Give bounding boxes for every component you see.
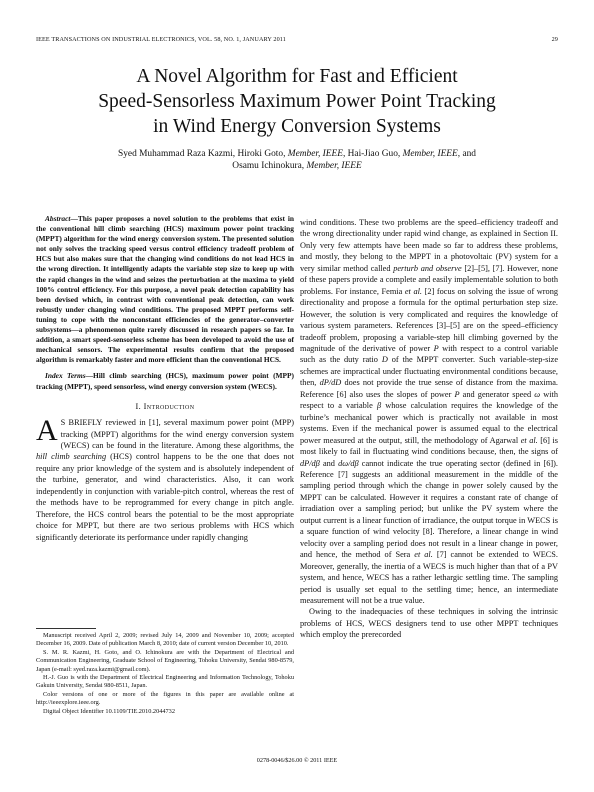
index-terms-text: —Hill climb searching (HCS), maximum power point (MPP) tracking (MPPT), speed sensorless, wind energy conversion system (WECS).	[36, 371, 294, 391]
rp-text-k: does not provide the true sense of distance from the maxima. Reference [6] also uses the slopes of power	[300, 378, 559, 399]
index-terms-label: Index Terms	[45, 371, 86, 381]
author-conjunction: , and	[457, 149, 476, 159]
abstract-text: —This paper proposes a novel solution to the problems that exist in the conventional hill climb searching (HCS) maximum power point tracking (MPPT) algorithm for the wind energy conversion system. The presented solution not only solves the tracking speed versus control efficiency tradeoff problem of HCS but also makes sure that the changing wind conditions do not lead HCS in the wrong direction. It intelligently adapts the variable step size to keep up with the rapid changes in the wind and seizes the perturbation at the maxima to yield 100% control efficiency. For this purpose, a novel peak detection capability has been devised which, in contrast with conventional peak detection, can work robustly under changing wind conditions. The proposed MPPT performs self-tuning to cope with the nonconstant efficiencies of the generator–converter subsystems—a phenomenon quite rarely discussed in research papers so far. In addition, a smart speed-sensorless scheme has been developed to avoid the use of mechanical sensors. The experimental results confirm that the proposed algorithm is remarkably faster and more efficient than the conventional HCS.	[36, 214, 294, 365]
title-line-2: Speed-Sensorless Maximum Power Point Tracking	[98, 91, 496, 112]
rp-text-u: and	[319, 458, 339, 468]
rp-math-j: dP/dD	[319, 378, 342, 388]
title-line-1: A Novel Algorithm for Fast and Efficient	[136, 66, 458, 87]
rp-text-c: [2]–[5], [7]. However, none of these papers provide a complete and easily implementable solution to both problems. For instance, Femia	[300, 263, 558, 296]
rp-text-g: with respect to a control variable such as the duty ratio	[300, 343, 558, 365]
intro-paragraph	[36, 414, 295, 543]
section-number: I.	[135, 401, 144, 411]
journal-header: IEEE TRANSACTIONS ON INDUSTRIAL ELECTRONICS, VOL. 58, NO. 1, JANUARY 2011	[36, 36, 286, 43]
footnotes	[36, 628, 294, 716]
author-names-1: Syed Muhammad Raza Kazmi, Hiroki Goto,	[118, 149, 288, 159]
rp-text-m: and generator speed	[459, 389, 535, 399]
footnote-affiliation-2: H.-J. Guo is with the Department of Electrical Engineering and Information Technology, Tohoku Gakuin University, Sendai 980-8511, Japan.	[36, 674, 294, 690]
author-line-1	[60, 148, 534, 160]
rp-text-y: [7] cannot be extended to WECS. Moreover, generally, the inertia of a WECS is much higher than that of a PV system, and hence, WECS has a rather lethargic settling time. The sampling period is usually set equal to the settling time; hence, an intermediate measurement will not be a true value.	[300, 550, 558, 605]
rp-emph-b: perturb and observe	[393, 263, 462, 273]
rp-math-f: P	[433, 343, 439, 353]
footnote-affiliation-1: S. M. R. Kazmi, H. Goto, and O. Ichinokura are with the Department of Electrical and Communication Engineering, Graduate School of Engineering, Tohoku University, Sendai 980-8579, Japan (e-mail: syed.raza.kazmi@gmail.com).	[36, 648, 294, 673]
author-list	[60, 148, 534, 172]
index-terms	[36, 371, 294, 391]
rp-emph-x: et al.	[414, 550, 433, 560]
rp-math-t: dP/dβ	[300, 458, 320, 468]
rp-text-s: [6] is most likely to fail in fluctuating wind conditions because, then, the signs of	[300, 435, 558, 457]
author-names-3: Osamu Ichinokura,	[232, 161, 307, 171]
rp-emph-r: et al.	[520, 435, 538, 445]
abstract	[36, 214, 294, 365]
rp-math-p: β	[376, 401, 382, 411]
right-paragraph-2: Owing to the inadequacies of these techniques in solving the intrinsic problems of HCS, WECS designers tend to use other MPPT techniques which employ the prerecorded	[300, 607, 558, 640]
rp-text-e: [2] focus on solving the issue of wrong directionality and propose a formula for the optimal perturbation step size. However, the solution is very complicated and requires the knowledge of various system parameters. References [3]–[5] are on the speed–efficiency tradeoff problem, proposing a variable-step hill climbing governed by the magnitude of the derivative of power	[300, 286, 559, 353]
title-line-3: in Wind Energy Conversion Systems	[153, 116, 441, 137]
section-heading	[36, 401, 294, 412]
left-column	[36, 214, 294, 543]
drop-cap: A	[36, 414, 58, 448]
intro-text-1: reviewed in [1], several maximum power point (MPP) tracking (MPPT) algorithms for the wind energy conversion system (WECS) can be found in the literature. Among these algorithms, the	[60, 418, 295, 450]
author-names-2: , Hai-Jiao Guo,	[342, 149, 403, 159]
rp-text-a: wind conditions. These two problems are the speed–efficiency tradeoff and the wrong directionality under rapid wind change, as explained in Section II. Only very few attempts have been made so far to address these problems, and mostly, they belong to the MPPT in a photovoltaic (PV) system for a very similar method called	[300, 218, 558, 273]
right-column	[300, 217, 558, 641]
footnote-doi: Digital Object Identifier 10.1109/TIE.2010.2044732	[43, 707, 175, 715]
rp-text-q: whose calculation requires the knowledge of the turbine’s mechanical power which is practically not available in most systems. Even if the mechanical power is assumed equal to the electrical power measured at the output, still, the methodology of Agarwal	[300, 401, 558, 445]
rp-math-n: ω	[534, 389, 541, 399]
author-membership-1: Member, IEEE	[287, 149, 343, 159]
intro-text-2: (HCS) control happens to be the one that does not require any prior knowledge of the system and is absolutely independent of the turbine, generator, and wind characteristics. Also, it can work independently in conjunction with variable-pitch control, whereas the rest of the methods have to be reprogrammed for every change in pitch angle. Therefore, the HCS control bears the potential to be the most appropriate choice for MPPT, but there are two serious problems with HCS which significantly deteriorate its performance under rapidly changing	[36, 452, 294, 542]
running-header	[36, 36, 558, 46]
author-membership-2: Member, IEEE	[402, 149, 458, 159]
paper-title	[36, 64, 558, 139]
rp-math-h: D	[381, 355, 388, 365]
footnote-rule	[36, 628, 96, 629]
footnote-received: Manuscript received April 2, 2009; revised July 14, 2009 and November 10, 2009; accepted December 16, 2009. Date of publication March 8, 2010; date of current version December 10, 2010.	[36, 632, 294, 648]
abstract-label: Abstract	[45, 214, 71, 223]
rp-text-o: with respect to a variable	[300, 389, 559, 411]
author-membership-3: Member, IEEE	[306, 161, 362, 171]
right-paragraph-1	[300, 217, 558, 606]
intro-lead: S BRIEFLY	[60, 418, 103, 428]
page-number: 29	[551, 36, 558, 43]
rp-math-l: P	[454, 389, 460, 399]
rp-text-w: cannot indicate the true operating sector (defined in [6]). Reference [7] suggests an additional measurement in the middle of the sampling period through which the change in power solely caused by the MPPT can be calculated. However it requires a constant rate of change of irradiation over a sampling period; but unlike the PV system where the output current is a linear function of irradiance, the output torque in WECS is a square function of wind velocity [8]. Therefore, a linear change in wind velocity over a sampling period does not result in a linear change in power, and hence, the method of Sera	[300, 458, 558, 560]
author-line-2	[60, 160, 534, 172]
section-name: Introduction	[143, 401, 195, 411]
rp-text-i: of the MPPT converter. Such variable-step-size schemes are impractical under fluctuating environmental conditions because, then,	[300, 355, 558, 388]
rp-emph-d: et al.	[404, 286, 422, 296]
rp-math-v: dω/dβ	[338, 458, 359, 468]
copyright-footer: 0278-0046/$26.00 © 2011 IEEE	[256, 757, 338, 764]
footnote-color: Color versions of one or more of the figures in this paper are available online at http://ieeexplore.ieee.org.	[36, 690, 294, 707]
intro-emph: hill climb searching	[36, 452, 107, 462]
